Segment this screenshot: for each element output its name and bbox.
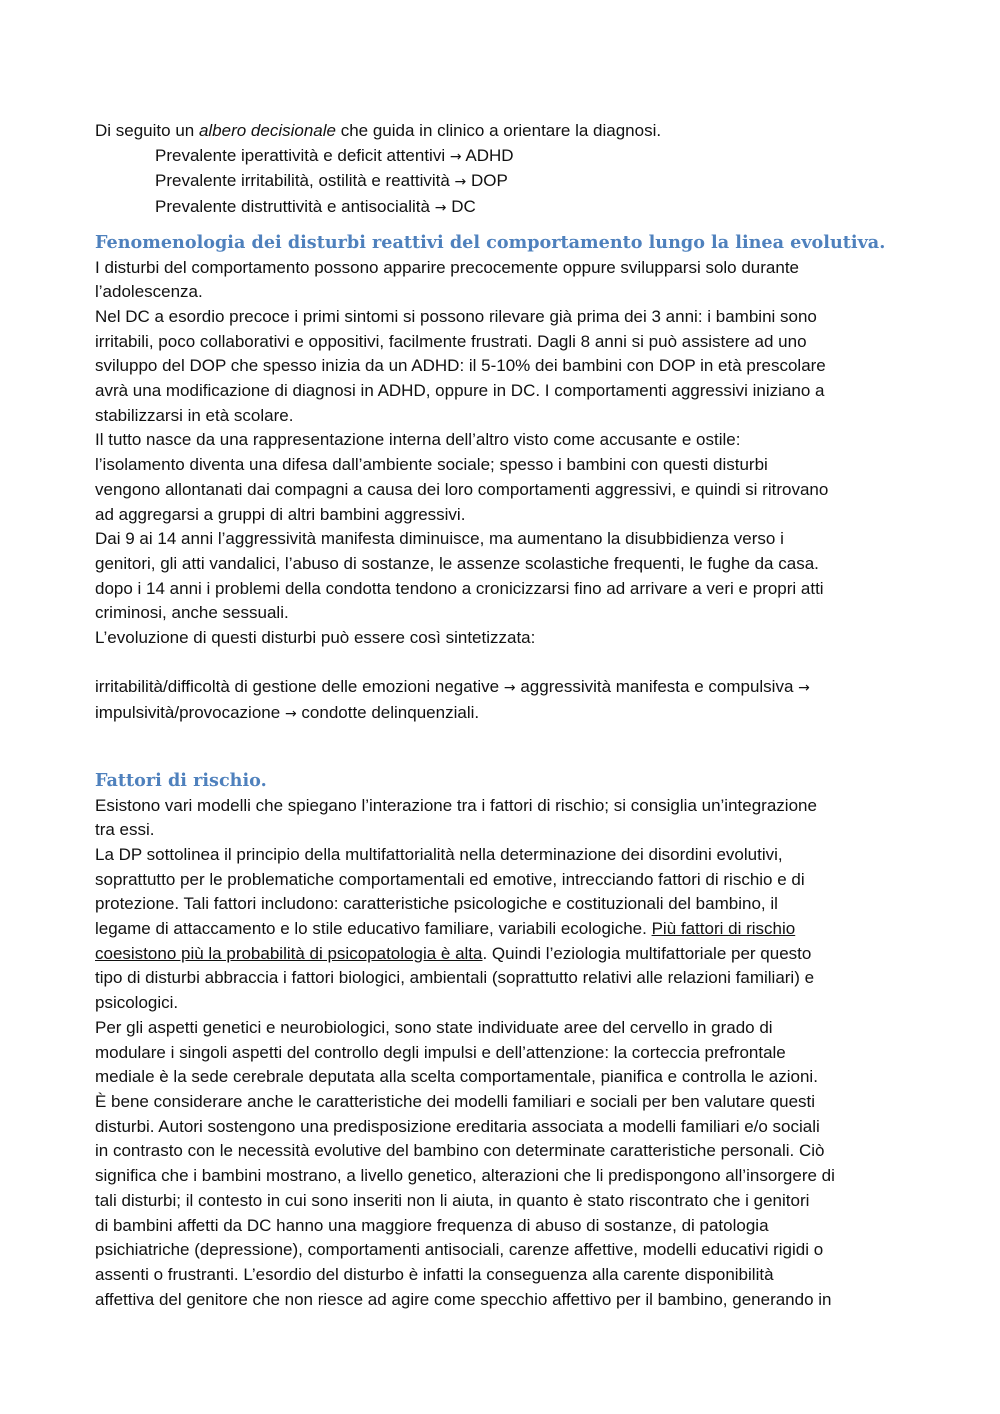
text-line: Il tutto nasce da una rappresentazione interna dell’altro visto come accusante e ostile:	[95, 430, 741, 450]
evolution-line-1	[95, 675, 907, 701]
text-line: stabilizzarsi in età scolare.	[95, 405, 294, 425]
arrow-right-icon: →	[449, 148, 462, 165]
text-line: Nel DC a esordio precoce i primi sintomi si possono rilevare già prima dei 3 anni: i bambini sono	[95, 306, 817, 326]
intro-line	[95, 119, 907, 144]
document-body	[95, 119, 907, 1312]
decision-condition: Prevalente irritabilità, ostilità e reattività	[155, 171, 450, 191]
text-line: mediale è la sede cerebrale deputata alla scelta comportamentale, pianifica e controlla le azioni.	[95, 1067, 818, 1087]
text-line: È bene considerare anche le caratteristiche dei modelli familiari e sociali per ben valutare questi	[95, 1092, 816, 1111]
text-line: modulare i singoli aspetti del controllo degli impulsi e dell’attenzione: la corteccia prefrontale	[95, 1042, 786, 1062]
text-line: assenti o frustranti. L’esordio del disturbo è infatti la conseguenza alla carente disponibilità	[95, 1264, 774, 1284]
text-segment: . Quindi l’eziologia multifattoriale per questo	[482, 943, 812, 963]
decision-result: DOP	[471, 171, 508, 191]
evolution-line-2	[95, 701, 907, 727]
text-line: Dai 9 ai 14 anni l’aggressività manifesta diminuisce, ma aumentano la disubbidienza verso i	[95, 529, 784, 549]
text-line: disturbi. Autori sostengono una predisposizione ereditaria associata a modelli familiari e/o sociali	[95, 1116, 820, 1136]
text-line	[95, 917, 907, 942]
text-line: significa che i bambini mostrano, a livello genetico, alterazioni che li predispongono all’insorgere di	[95, 1166, 835, 1186]
text-line: La DP sottolinea il principio della multifattorialità nella determinazione dei disordini evolutivi,	[95, 844, 783, 864]
evolution-step: condotte delinquenziali.	[301, 703, 480, 723]
text-line: genitori, gli atti vandalici, l’abuso di sostanze, le assenze scolastiche frequenti, le fughe da casa.	[95, 553, 819, 573]
blank-line	[95, 651, 907, 676]
text-line: L’evoluzione di questi disturbi può essere così sintetizzata:	[95, 628, 536, 648]
arrow-right-icon: →	[454, 174, 467, 191]
text-line: psicologici.	[95, 993, 179, 1013]
text-line: dopo i 14 anni i problemi della condotta tendono a cronicizzarsi fino ad arrivare a veri e propri atti	[95, 578, 824, 598]
text-line: criminosi, anche sessuali.	[95, 603, 289, 623]
text-line: tipo di disturbi abbraccia i fattori biologici, ambientali (soprattutto relativi alle relazioni familiari) e	[95, 968, 815, 988]
underlined-text: coesistono più la probabilità di psicopatologia è alta	[95, 943, 483, 963]
text-line: affettiva del genitore che non riesce ad agire come specchio affettivo per il bambino, generando in	[95, 1289, 832, 1309]
intro-prefix: Di seguito un	[95, 121, 199, 140]
text-line: psichiatriche (depressione), comportamenti antisociali, carenze affettive, modelli educativi rigidi o	[95, 1240, 824, 1260]
text-line: irritabili, poco collaborativi e oppositivi, facilmente frustrati. Dagli 8 anni si può assistere ad uno	[95, 331, 807, 351]
decision-condition: Prevalente distruttività e antisocialità	[155, 197, 430, 217]
text-line: vengono allontanati dai compagni a causa dei loro comportamenti aggressivi, e quindi si ritrovano	[95, 479, 829, 499]
intro-suffix: che guida in clinico a orientare la diagnosi.	[336, 121, 662, 140]
arrow-right-icon: →	[503, 680, 516, 697]
decision-condition: Prevalente iperattività e deficit attentivi	[155, 145, 446, 165]
decision-result: DC	[451, 197, 476, 217]
evolution-step: irritabilità/difficoltà di gestione delle emozioni negative	[95, 677, 500, 697]
text-line: in contrasto con le necessità evolutive del bambino con determinate caratteristiche personali. Ciò	[95, 1141, 825, 1161]
text-line: l’isolamento diventa una difesa dall’ambiente sociale; spesso i bambini con questi disturbi	[95, 455, 768, 475]
decision-result: ADHD	[465, 145, 514, 165]
section-heading-fenomenologia: Fenomenologia dei disturbi reattivi del comportamento lungo la linea evolutiva.	[95, 231, 886, 253]
section2-text	[95, 794, 907, 1313]
text-line: sviluppo del DOP che spesso inizia da un ADHD: il 5-10% dei bambini con DOP in età prescolare	[95, 356, 826, 376]
decision-item-dc	[95, 195, 907, 221]
arrow-right-icon: →	[798, 680, 810, 697]
text-line: l’adolescenza.	[95, 282, 203, 302]
text-line: di bambini affetti da DC hanno una maggiore frequenza di abuso di sostanze, di patologia	[95, 1215, 769, 1235]
text-line: Esistono vari modelli che spiegano l’interazione tra i fattori di rischio; si consiglia un’integrazione	[95, 795, 817, 815]
text-line: Per gli aspetti genetici e neurobiologici, sono state individuate aree del cervello in grado di	[95, 1017, 773, 1037]
text-line: I disturbi del comportamento possono apparire precocemente oppure svilupparsi solo durante	[95, 257, 800, 277]
text-line: tra essi.	[95, 820, 155, 840]
decision-item-adhd	[95, 144, 907, 170]
text-line: tali disturbi; il contesto in cui sono inseriti non li aiuta, in quanto è stato riscontrato che i genitori	[95, 1190, 810, 1210]
intro-italic-term: albero decisionale	[198, 121, 336, 140]
section1-text	[95, 256, 907, 727]
text-line	[95, 942, 907, 967]
arrow-right-icon: →	[284, 706, 297, 723]
text-line: soprattutto per le problematiche comportamentali ed emotive, intrecciando fattori di rischio e di	[95, 869, 805, 889]
text-segment: legame di attaccamento e lo stile educativo familiare, variabili ecologiche.	[95, 919, 652, 939]
evolution-step: aggressività manifesta e compulsiva	[520, 677, 794, 697]
arrow-right-icon: →	[434, 200, 447, 217]
decision-item-dop	[95, 169, 907, 195]
section-heading-fattori-di-rischio: Fattori di rischio.	[95, 769, 267, 791]
text-line: ad aggregarsi a gruppi di altri bambini aggressivi.	[95, 504, 466, 524]
text-line: protezione. Tali fattori includono: caratteristiche psicologiche e costituzionali del bambino, il	[95, 894, 778, 914]
underlined-text: Più fattori di rischio	[651, 919, 796, 939]
text-line: avrà una modificazione di diagnosi in ADHD, oppure in DC. I comportamenti aggressivi iniziano a	[95, 381, 825, 401]
evolution-step: impulsività/provocazione	[95, 703, 281, 723]
